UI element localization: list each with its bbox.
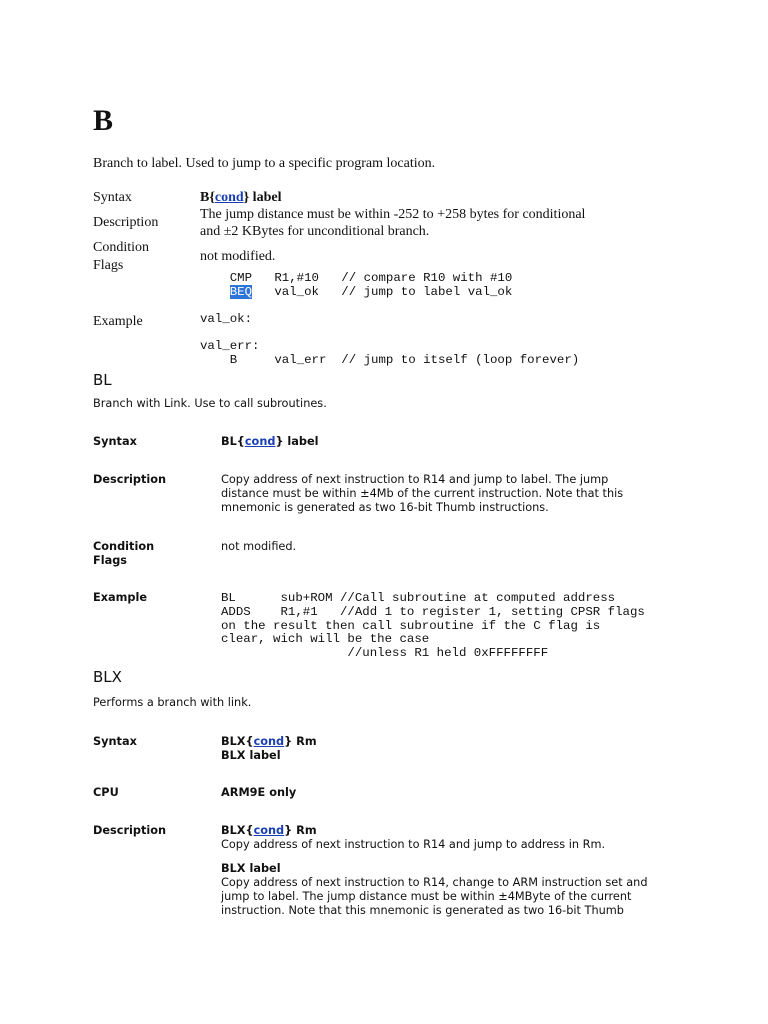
- bl-description-line1: Copy address of next instruction to R14 and jump to label. The jump: [221, 473, 609, 486]
- bl-code-block: [221, 592, 645, 661]
- b-description-label: Description: [93, 215, 159, 230]
- bl-code-line: //unless R1 held 0xFFFFFFFF: [221, 646, 549, 661]
- blx-desc-text2-line3: instruction. Note that this mnemonic is generated as two 16-bit Thumb: [221, 904, 624, 917]
- blx-desc-heading1-prefix: BLX{: [221, 824, 254, 837]
- blx-intro: Performs a branch with link.: [93, 696, 252, 709]
- bl-intro: Branch with Link. Use to call subroutines.: [93, 397, 327, 410]
- blx-syntax-value: [221, 735, 317, 749]
- blx-desc-text2-line2: jump to label. The jump distance must be within ±4MByte of the current: [221, 890, 632, 903]
- blx-desc-cond-link[interactable]: cond: [253, 824, 285, 837]
- blx-syntax-prefix: BLX{: [221, 735, 254, 748]
- blx-desc-heading1-suffix: } Rm: [284, 824, 317, 837]
- blx-desc-heading2: BLX label: [221, 862, 281, 875]
- b-code-block: [200, 272, 579, 367]
- b-cond-link[interactable]: cond: [214, 190, 244, 205]
- b-flags-label-1: Condition: [93, 240, 150, 255]
- b-title: B: [93, 104, 114, 137]
- blx-cpu-value: ARM9E only: [221, 786, 297, 799]
- bl-code-line: on the result then call subroutine if the C flag is: [221, 618, 601, 633]
- bl-description-line2: distance must be within ±4Mb of the current instruction. Note that this: [221, 487, 624, 500]
- b-code-line: val_ok:: [200, 311, 253, 326]
- b-syntax-suffix: } label: [243, 190, 282, 205]
- b-syntax-prefix: B{: [200, 190, 215, 205]
- blx-cpu-label: CPU: [93, 786, 119, 799]
- bl-syntax-value: [221, 435, 319, 449]
- bl-description-line3: mnemonic is generated as two 16-bit Thumb instructions.: [221, 501, 549, 514]
- b-example-label: Example: [93, 314, 143, 329]
- blx-description-label: Description: [93, 824, 167, 837]
- bl-syntax-label: Syntax: [93, 435, 137, 448]
- bl-cond-link[interactable]: cond: [244, 435, 276, 448]
- b-code: [200, 272, 579, 367]
- blx-syntax-line2: BLX label: [221, 749, 281, 762]
- b-code-indent: [200, 285, 230, 299]
- blx-desc-text1: Copy address of next instruction to R14 and jump to address in Rm.: [221, 838, 606, 851]
- bl-code: [221, 592, 645, 661]
- blx-title: BLX: [93, 668, 122, 686]
- bl-title: BL: [93, 371, 112, 389]
- b-code-line: CMP R1,#10 // compare R10 with #10: [200, 271, 513, 285]
- b-description-line1: The jump distance must be within -252 to +258 bytes for conditional: [200, 207, 586, 222]
- bl-description-label: Description: [93, 473, 167, 486]
- blx-syntax-suffix: } Rm: [284, 735, 317, 748]
- b-syntax-label: Syntax: [93, 190, 132, 205]
- b-intro: Branch to label. Used to jump to a specific program location.: [93, 156, 436, 171]
- blx-syntax-label: Syntax: [93, 735, 137, 748]
- bl-flags-value: not modified.: [221, 540, 297, 553]
- bl-flags-label-1: Condition: [93, 540, 155, 553]
- bl-code-line: clear, wich will be the case: [221, 632, 430, 647]
- b-flags-label-2: Flags: [93, 258, 124, 273]
- b-code-line: val_err:: [200, 338, 260, 353]
- b-flags-value: not modified.: [200, 249, 276, 264]
- bl-syntax-prefix: BL{: [221, 435, 245, 448]
- bl-code-line: ADDS R1,#1 //Add 1 to register 1, setting CPSR flags: [221, 604, 645, 619]
- bl-flags-label-2: Flags: [93, 554, 128, 567]
- bl-code-line: BL sub+ROM //Call subroutine at computed address: [221, 591, 616, 605]
- blx-desc-text2-line1: Copy address of next instruction to R14, change to ARM instruction set and: [221, 876, 648, 889]
- b-code-line: val_ok // jump to label val_ok: [252, 284, 513, 299]
- bl-example-label: Example: [93, 591, 148, 604]
- b-code-line: B val_err // jump to itself (loop forever): [200, 352, 580, 367]
- b-syntax-value: [200, 189, 281, 206]
- b-code-highlight: BEQ: [229, 284, 253, 299]
- blx-desc-heading1: [221, 824, 317, 838]
- bl-syntax-suffix: } label: [275, 435, 319, 448]
- b-description-line2: and ±2 KBytes for unconditional branch.: [200, 224, 430, 239]
- blx-cond-link[interactable]: cond: [253, 735, 285, 748]
